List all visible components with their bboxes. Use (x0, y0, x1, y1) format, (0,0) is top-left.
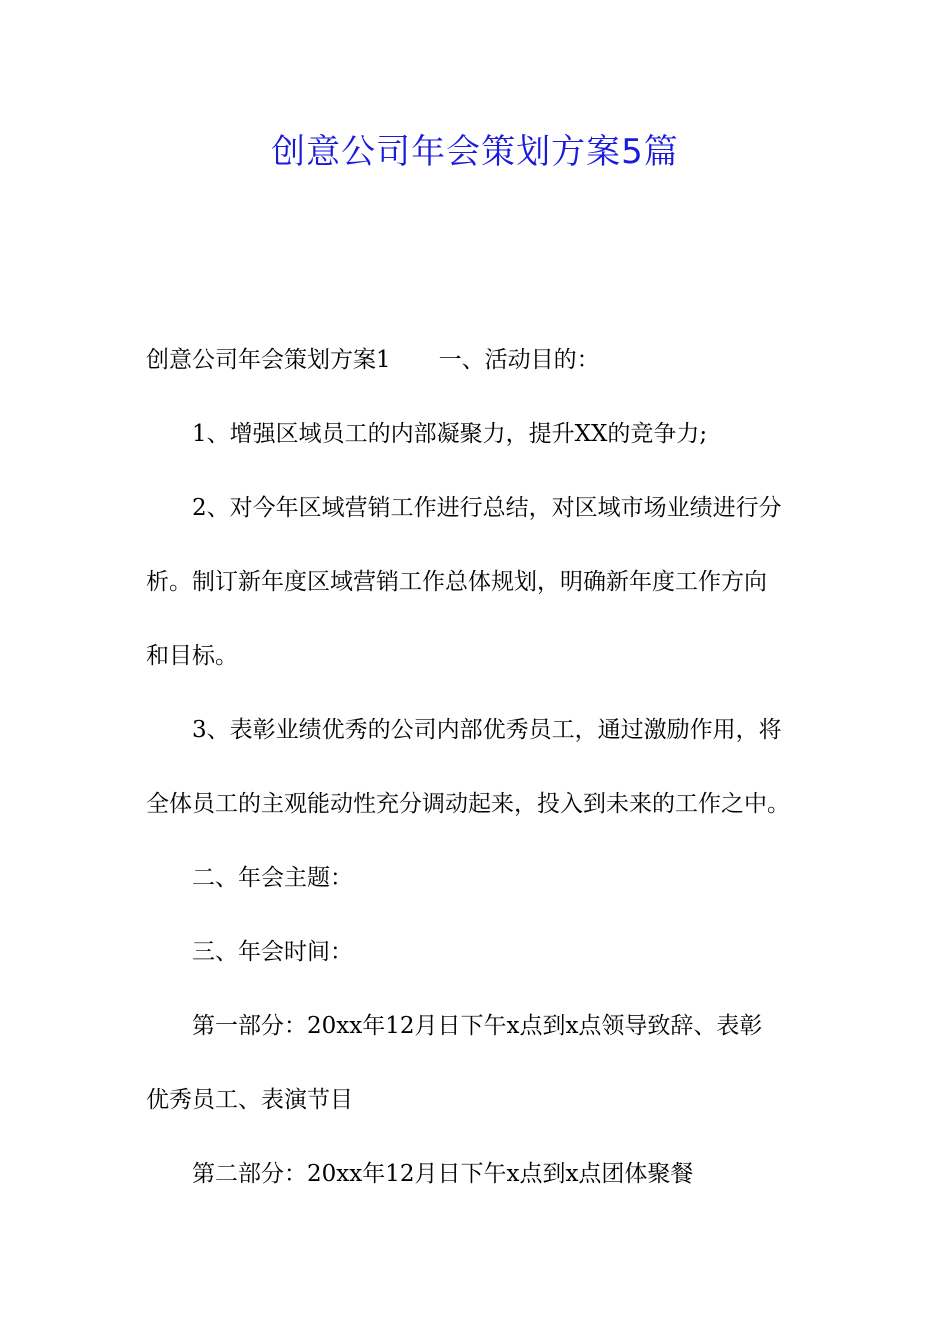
paragraph-line: 第一部分：20xx年12月日下午x点到x点领导致辞、表彰 (192, 1013, 763, 1039)
paragraph-line: 2、对今年区域营销工作进行总结，对区域市场业绩进行分 (192, 495, 782, 521)
paragraph-line: 第二部分：20xx年12月日下午x点到x点团体聚餐 (192, 1161, 694, 1187)
document-title: 创意公司年会策划方案5篇 (271, 132, 679, 172)
paragraph-line: 三、年会时间： (192, 939, 353, 965)
paragraph-line (146, 340, 600, 380)
section-heading: 创意公司年会策划方案1 (146, 347, 391, 373)
paragraph-line: 3、表彰业绩优秀的公司内部优秀员工，通过激励作用，将 (192, 717, 782, 743)
paragraph-line: 析。制订新年度区域营销工作总体规划，明确新年度工作方向 (146, 569, 767, 595)
paragraph-text: 一、活动目的： (438, 347, 600, 373)
paragraph-line: 和目标。 (146, 643, 238, 669)
paragraph-line: 1、增强区域员工的内部凝聚力，提升XX的竞争力; (192, 421, 708, 447)
paragraph-line: 全体员工的主观能动性充分调动起来，投入到未来的工作之中。 (146, 791, 790, 817)
paragraph-line: 二、年会主题： (192, 865, 353, 891)
paragraph-line: 优秀员工、表演节目 (146, 1087, 353, 1113)
